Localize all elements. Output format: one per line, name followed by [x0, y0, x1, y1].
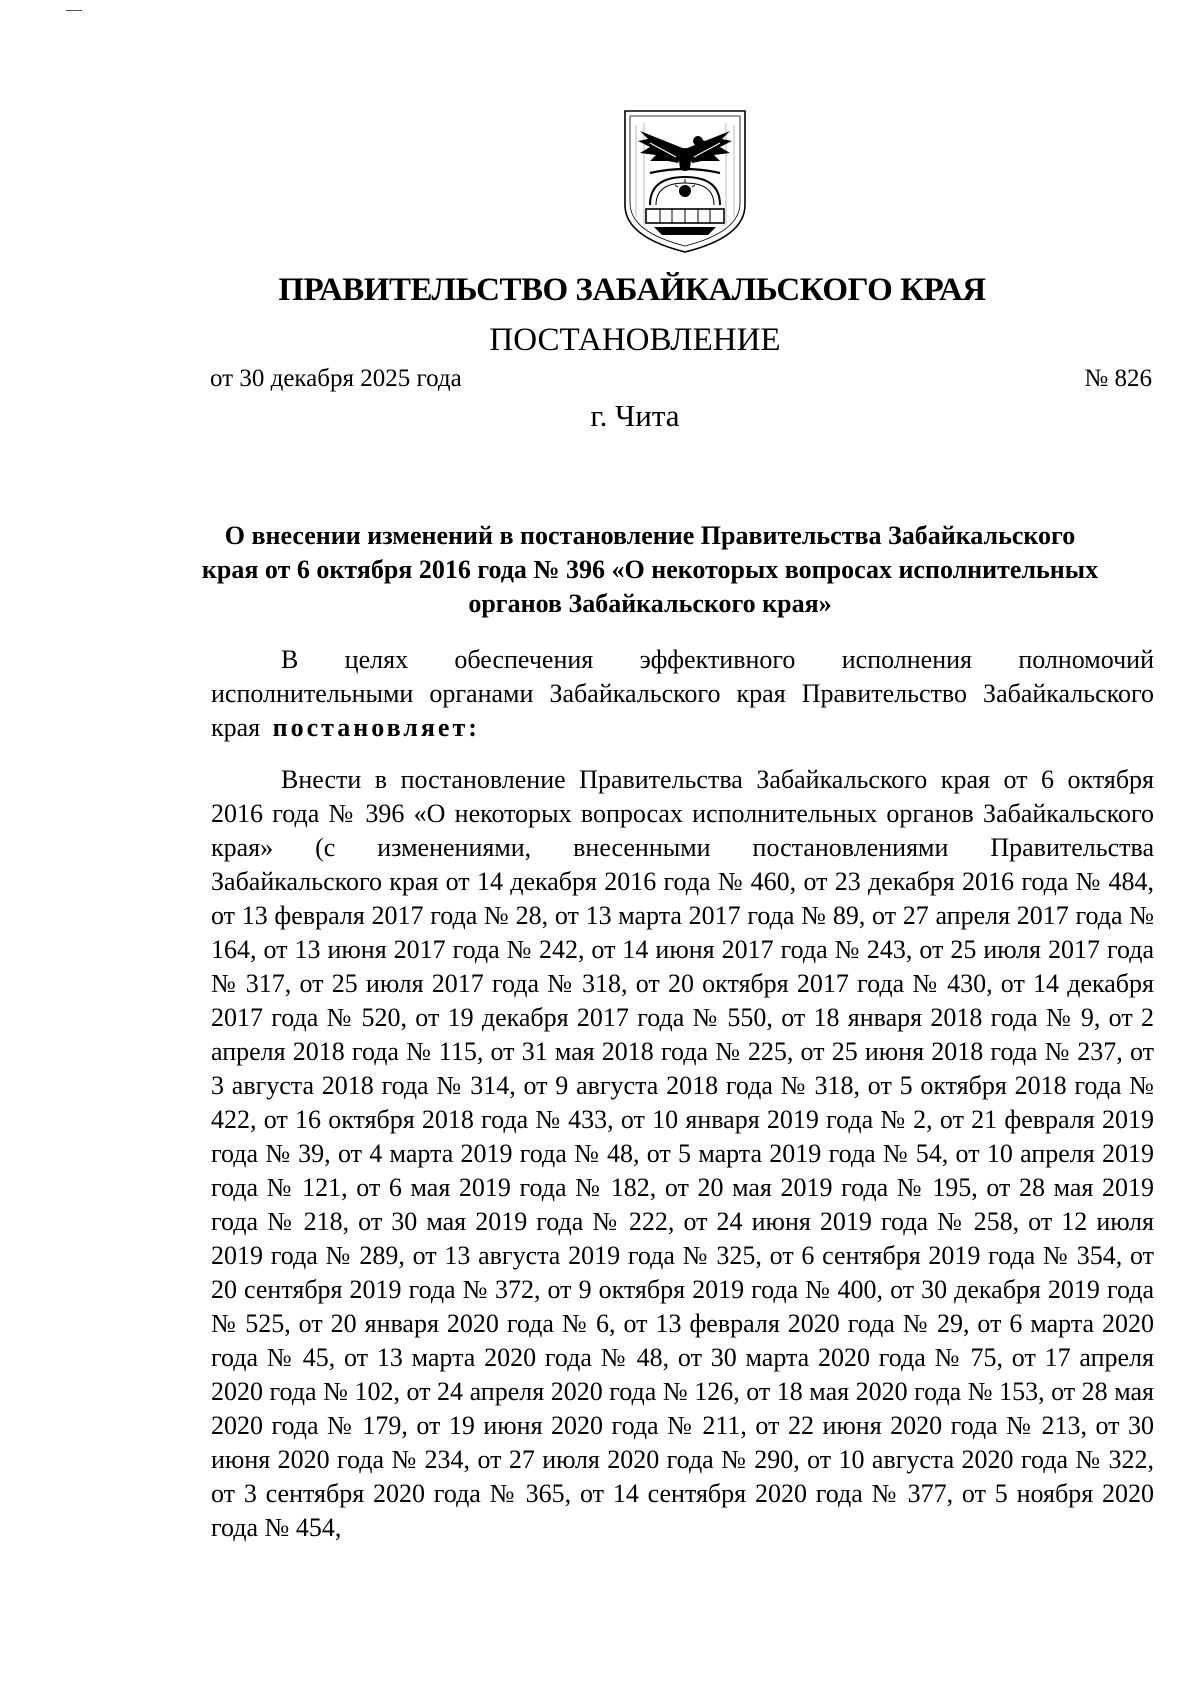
main-paragraph: Внести в постановление Правительства Забайкальского края от 6 октября 2016 года № 396 «О некоторых вопросах исполнительных органов Забайкальского края» (с изменениями, внесенными постановлениями Правительства Забайкальского края от 14 декабря 2016 года № 460, от 23 декабря 2016 года № 484, от 13 февраля 2017 года № 28, от 13 марта 2017 года № 89, от 27 апреля 2017 года № 164, от 13 июня 2017 года № 242, от 14 июня 2017 года № 243, от 25 июля 2017 года № 317, от 25 июля 2017 года № 318, от 20 октября 2017 года № 430, от 14 декабря 2017 года № 520, от 19 декабря 2017 года № 550, от 18 января 2018 года № 9, от 2 апреля 2018 года № 115, от 31 мая 2018 года № 225, от 25 июня 2018 года № 237, от 3 августа 2018 года № 314, от 9 августа 2018 года № 318, от 5 октября 2018 года № 422, от 16 октября 2018 года № 433, от 10 января 2019 года № 2, от 21 февраля 2019 года № 39, от 4 марта 2019 года № 48, от 5 марта 2019 года № 54, от 10 апреля 2019 года № 121, от 6 мая 2019 года № 182, от 20 мая 2019 года № 195, от 28 мая 2019 года № 218, от 30 мая 2019 года № 222, от 24 июня 2019 года № 258, от 12 июля 2019 года № 289, от 13 августа 2019 года № 325, от 6 сентября 2019 года № 354, от 20 сентября 2019 года № 372, от 9 октября 2019 года № 400, от 30 декабря 2019 года № 525, от 20 января 2020 года № 6, от 13 февраля 2020 года № 29, от 6 марта 2020 года № 45, от 13 марта 2020 года № 48, от 30 марта 2020 года № 75, от 17 апреля 2020 года № 102, от 24 апреля 2020 года № 126, от 18 мая 2020 года № 153, от 28 мая 2020 года № 179, от 19 июня 2020 года № 211, от 22 июня 2020 года № 213, от 30 июня 2020 года № 234, от 27 июля 2020 года № 290, от 10 августа 2020 года № 322, от 3 сентября 2020 года № 365, от 14 сентября 2020 года № 377, от 5 ноября 2020 года № 454, [211, 765, 1154, 1542]
coat-of-arms-icon [620, 107, 750, 255]
document-number: № 826 [1084, 365, 1152, 392]
document-date: от 30 декабря 2025 года [210, 365, 462, 392]
intro-text: В целях обеспечения эффективного исполнения полномочий исполнительными органами Забайкальского края Правительство Забайкальского края [211, 645, 1154, 742]
document-city: г. Чита [590, 398, 680, 433]
scan-mark [66, 10, 82, 11]
intro-paragraph [211, 643, 1154, 745]
document-type: ПОСТАНОВЛЕНИЕ [489, 322, 781, 358]
resolution-keyword: постановляет: [272, 713, 480, 742]
document-subject: О внесении изменений в постановление Правительства Забайкальского края от 6 октября 2016 года № 396 «О некоторых вопросах исполнительных органов Забайкальского края» [201, 521, 1099, 618]
organization-title: ПРАВИТЕЛЬСТВО ЗАБАЙКАЛЬСКОГО КРАЯ [278, 272, 986, 308]
